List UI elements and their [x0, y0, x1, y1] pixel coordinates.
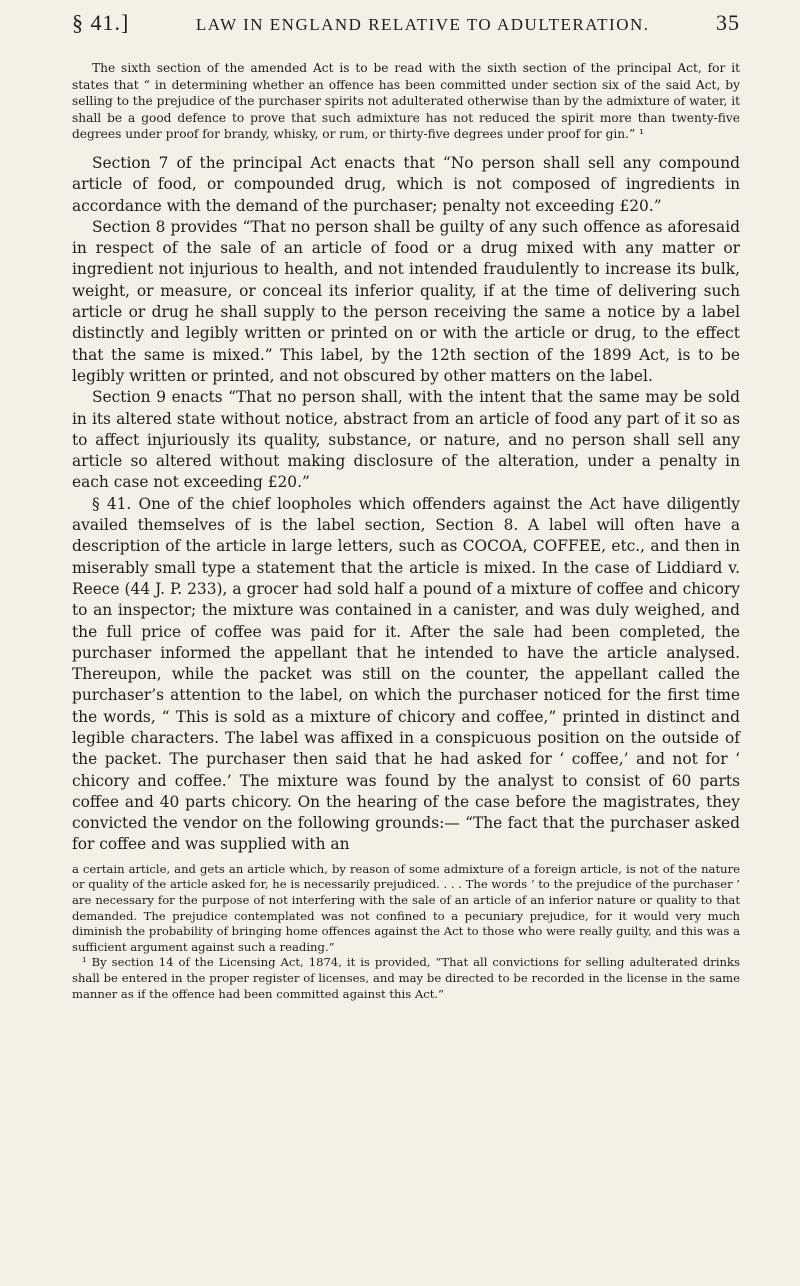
running-header — [72, 10, 740, 36]
running-title: LAW IN ENGLAND RELATIVE TO ADULTERATION. — [195, 15, 650, 34]
paragraph-section-41: § 41. One of the chief loopholes which offenders against the Act have diligently availed themselves of is the label section, Section 8. A label will often have a description of the article in large letters, such as COCOA, COFFEE, etc., and then in miserably small type a statement that the article is mixed. In the case of Liddiard v. Reece (44 J. P. 233), a grocer had sold half a pound of a mixture of coffee and chicory to an inspector; the mixture was contained in a canister, and was duly weighed, and the full price of coffee was paid for it. After the sale had been completed, the purchaser informed the appellant that he intended to have the article analysed. Thereupon, while the packet was still on the counter, the appellant called the purchaser’s attention to the label, on which the purchaser noticed for the first time the words, “ This is sold as a mixture of chicory and coffee,” printed in distinct and legible characters. The label was affixed in a conspicuous position on the outside of the packet. The purchaser then said that he had asked for ‘ coffee,’ and not for ‘ chicory and coffee.’ The mixture was found by the analyst to consist of 60 parts coffee and 40 parts chicory. On the hearing of the case before the magistrates, they convicted the vendor on the following grounds:— “The fact that the purchaser asked for coffee and was supplied with an — [72, 494, 740, 854]
section-marker: § 41.] — [72, 10, 130, 35]
page-number: 35 — [716, 10, 740, 35]
footnote-1: ¹ By section 14 of the Licensing Act, 1874, it is provided, “That all convictions for selling adulterated drinks shall be entered in the proper register of licenses, and may be directed to be recorded in the license in the same manner as if the offence had been committed against this Act.” — [72, 955, 740, 1001]
footnote-continued: a certain article, and gets an article which, by reason of some admixture of a foreign article, is not of the nature or quality of the article asked for, he is necessarily prejudiced. . . . The words ‘ to the prejudice of the purchaser ’ are necessary for the purpose of not interfering with the sale of an article of an inferior nature or quality to that demanded. The prejudice contemplated was not confined to a pecuniary prejudice, for it would very much diminish the probability of bringing home offences against the Act to those who were really guilty, and this was a sufficient argument against such a reading.” — [72, 861, 740, 954]
paragraph-section-8: Section 8 provides “That no person shall be guilty of any such offence as aforesaid in respect of the sale of an article of food or a drug mixed with any matter or ingredient not injurious to health, and not intended fraudulently to increase its bulk, weight, or measure, or conceal its inferior quality, if at the time of delivering such article or drug he shall supply to the person receiving the same a notice by a label distinctly and legibly written or printed on or with the article or drug, to the effect that the same is mixed.” This label, by the 12th section of the 1899 Act, is to be legibly written or printed, and not obscured by other matters on the label. — [72, 217, 740, 385]
quote-paragraph: The sixth section of the amended Act is to be read with the sixth section of the principal Act, for it states that “ in determining whether an offence has been committed under section six of the said Act, by selling to the prejudice of the purchaser spirits not adulterated otherwise than by the admixture of water, it shall be a good defence to prove that such admixture has not reduced the spirit more than twenty-five degrees under proof for brandy, whisky, or rum, or thirty-five degrees under proof for gin.” ¹ — [72, 61, 740, 142]
paragraph-section-7: Section 7 of the principal Act enacts that “No person shall sell any compound article of food, or compounded drug, which is not composed of ingredients in accordance with the demand of the purchaser; penalty not exceeding £20.” — [72, 153, 740, 215]
paragraph-section-9: Section 9 enacts “That no person shall, with the intent that the same may be sold in its altered state without notice, abstract from an article of food any part of it so as to affect injuriously its quality, substance, or nature, and no person shall sell any article so altered without making disclosure of the alteration, under a penalty in each case not exceeding £20.” — [72, 388, 740, 492]
